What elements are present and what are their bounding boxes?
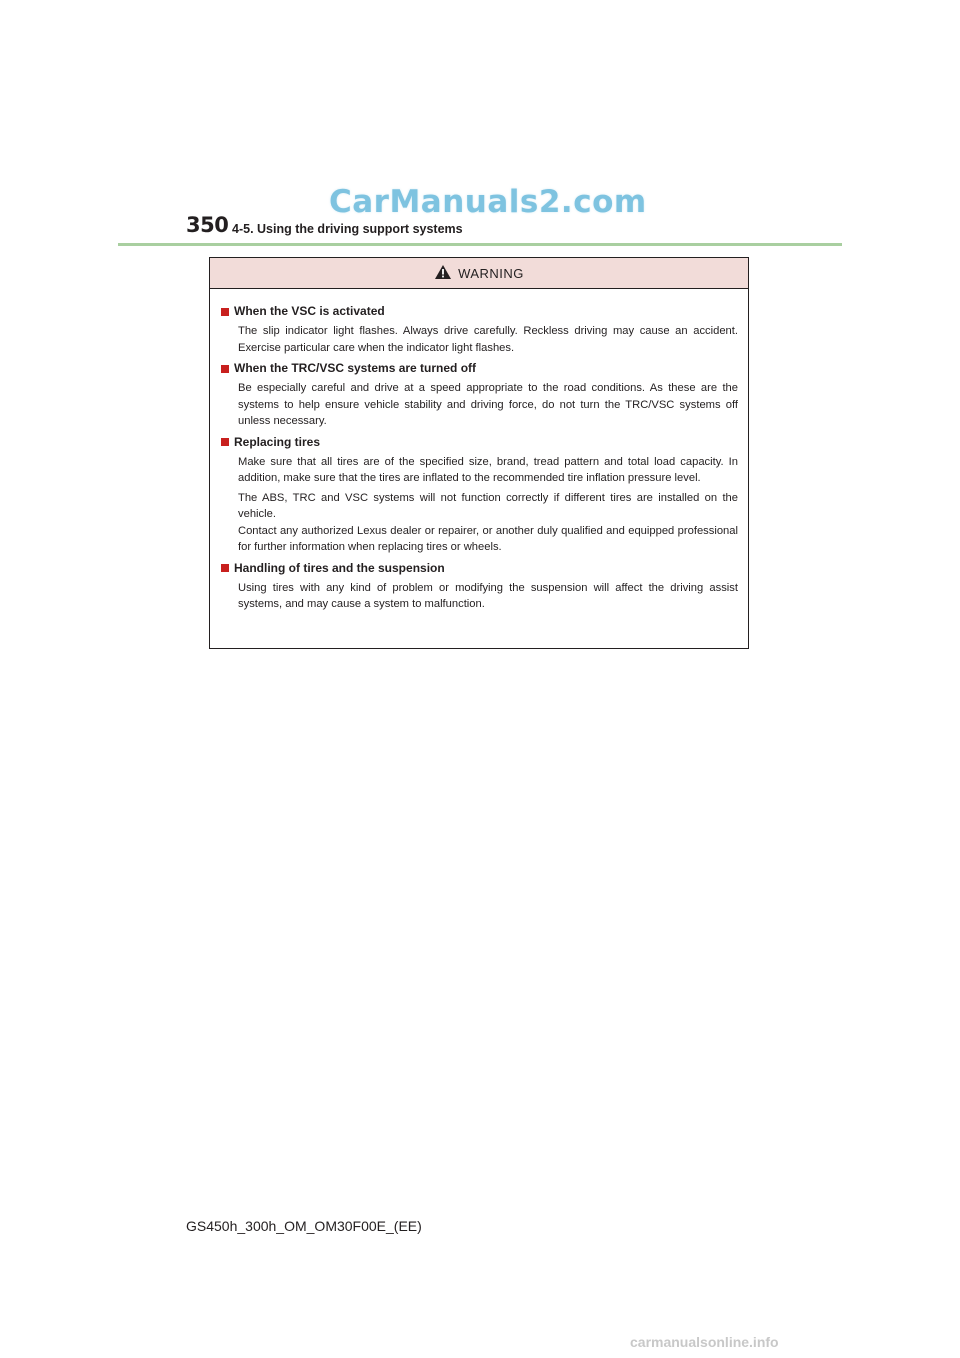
warning-header: [210, 258, 748, 289]
item-paragraph: Using tires with any kind of problem or modifying the suspension will affect the driving assist systems, and may cause a system to malfunction.: [238, 581, 738, 610]
item-heading-text: When the TRC/VSC systems are turned off: [234, 361, 477, 375]
square-bullet-icon: [221, 308, 229, 316]
item-heading-text: Handling of tires and the suspension: [234, 560, 445, 575]
item-heading: [220, 360, 738, 377]
item-paragraph: Contact any authorized Lexus dealer or repairer, or another duly qualified and equipped professional for further information when replacing tires or wheels.: [238, 524, 738, 553]
warning-item-replacing-tires: [220, 434, 738, 556]
item-paragraph: The slip indicator light flashes. Always drive carefully. Reckless driving may cause an accident. Exercise particular care when the indicator light flashes.: [238, 325, 738, 354]
item-heading-text: Replacing tires: [234, 434, 321, 449]
warning-title: WARNING: [458, 265, 524, 281]
page-number: 350: [186, 213, 229, 237]
warning-body: [210, 289, 748, 613]
item-paragraph: Make sure that all tires are of the specified size, brand, tread pattern and total load capacity. In addition, make sure that the tires are inflated to the recommended tire inflation pressure level.: [238, 455, 738, 484]
warning-item-trc-vsc-off: [220, 360, 738, 430]
item-paragraph: Be especially careful and drive at a speed appropriate to the road conditions. As these are the systems to help ensure vehicle stability and driving force, do not turn the TRC/VSC systems off unless necessary.: [238, 382, 738, 427]
section-title: 4-5. Using the driving support systems: [232, 222, 463, 236]
watermark-bottom: carmanualsonline.info: [630, 1334, 779, 1350]
item-paragraph: The ABS, TRC and VSC systems will not function correctly if different tires are installed on the vehicle.: [238, 491, 738, 520]
item-heading: [220, 303, 738, 320]
square-bullet-icon: [221, 438, 229, 446]
square-bullet-icon: [221, 564, 229, 572]
item-heading-text: When the VSC is activated: [234, 304, 385, 318]
warning-box: [209, 257, 749, 649]
header-rule: [118, 243, 842, 246]
item-heading: [220, 560, 738, 577]
watermark-top: CarManuals2.com: [329, 184, 647, 220]
square-bullet-icon: [221, 365, 229, 373]
warning-triangle-icon: [434, 264, 452, 280]
footer-document-code: GS450h_300h_OM_OM30F00E_(EE): [186, 1218, 422, 1234]
item-heading: [220, 434, 738, 451]
warning-item-vsc-activated: [220, 303, 738, 356]
warning-item-tires-suspension: [220, 560, 738, 613]
